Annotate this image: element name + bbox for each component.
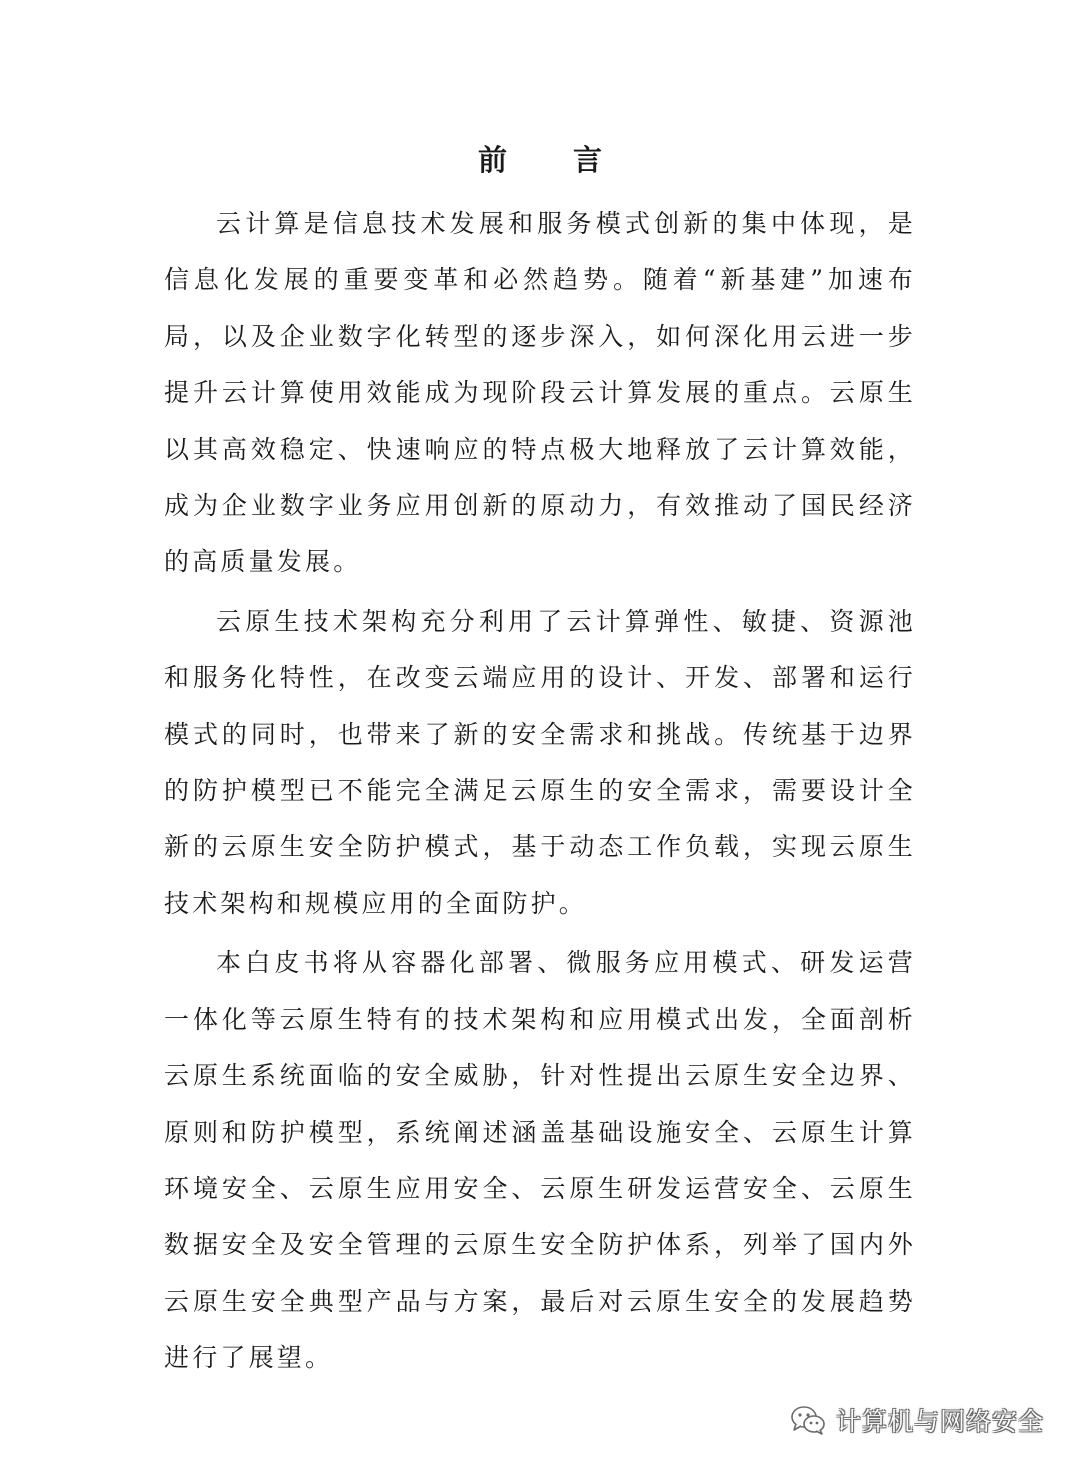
paragraph-3: 本白皮书将从容器化部署、微服务应用模式、研发运营一体化等云原生特有的技术架构和应用模式出发，全面剖析云原生系统面临的安全威胁，针对性提出云原生安全边界、原则和防护模型，系统阐述涵盖基础设施安全、云原生计算环境安全、云原生应用安全、云原生研发运营安全、云原生数据安全及安全管理的云原生安全防护体系，列举了国内外云原生安全典型产品与方案，最后对云原生安全的发展趋势进行了展望。 — [164, 948, 916, 1373]
paragraph-2: 云原生技术架构充分利用了云计算弹性、敏捷、资源池和服务化特性，在改变云端应用的设计、开发、部署和运行模式的同时，也带来了新的安全需求和挑战。传统基于边界的防护模型已不能完全满足云原生的安全需求，需要设计全新的云原生安全防护模式，基于动态工作负载，实现云原生技术架构和规模应用的全面防护。 — [164, 606, 916, 918]
paragraph-1: 云计算是信息技术发展和服务模式创新的集中体现，是信息化发展的重要变革和必然趋势。随着“新基建”加速布局，以及企业数字化转型的逐步深入，如何深化用云进一步提升云计算使用效能成为现阶段云计算发展的重点。云原生以其高效稳定、快速响应的特点极大地释放了云计算效能，成为企业数字业务应用创新的原动力，有效推动了国民经济的高质量发展。 — [164, 209, 916, 577]
page-title: 前 言 — [477, 143, 631, 177]
watermark-text: 计算机与网络安全 — [835, 1407, 1044, 1436]
document-body — [164, 196, 916, 1390]
wechat-icon — [790, 1404, 826, 1436]
watermark — [790, 1400, 1044, 1440]
